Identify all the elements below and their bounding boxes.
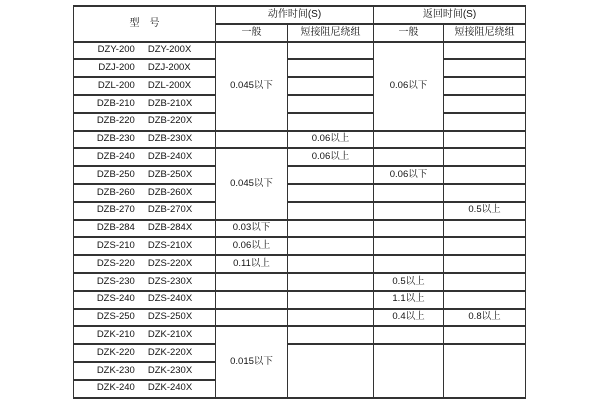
cell-return-general xyxy=(374,131,444,149)
model-code: DZL-200X xyxy=(147,79,192,91)
cell-action-general xyxy=(216,273,288,291)
model-code: DZK-210 xyxy=(96,329,135,341)
model-code: DZS-250 xyxy=(96,311,135,323)
cell-action-short xyxy=(288,255,374,273)
cell-return-short xyxy=(444,59,526,77)
cell-return-general xyxy=(374,148,444,166)
model-code: DZS-250X xyxy=(147,311,193,323)
cell-return-general: 0.5以上 xyxy=(374,273,444,291)
table-row xyxy=(74,255,526,273)
cell-model xyxy=(74,166,216,184)
cell-return-short xyxy=(444,113,526,131)
model-code: DZK-210X xyxy=(147,329,193,341)
header-action-general: 一般 xyxy=(216,24,288,42)
model-code: DZB-220 xyxy=(96,115,135,127)
table-row xyxy=(74,309,526,327)
model-code: DZB-240X xyxy=(147,151,193,163)
cell-model xyxy=(74,202,216,220)
cell-model xyxy=(74,380,216,398)
table-row xyxy=(74,202,526,220)
cell-action-short xyxy=(288,291,374,309)
table-row xyxy=(74,184,526,202)
cell-action-general: 0.03以下 xyxy=(216,220,288,238)
model-code: DZB-210X xyxy=(147,97,193,109)
table-row xyxy=(74,59,526,77)
cell-return-short xyxy=(444,273,526,291)
cell-action-short xyxy=(288,166,374,184)
cell-return-short: 0.8以上 xyxy=(444,309,526,327)
model-code: DZB-230X xyxy=(147,133,193,145)
spec-table-container xyxy=(73,5,526,399)
cell-model xyxy=(74,59,216,77)
header-return-short-damping: 短接阻尼绕组 xyxy=(444,24,526,42)
cell-return-short xyxy=(444,291,526,309)
cell-action-short xyxy=(288,202,374,220)
cell-model xyxy=(74,184,216,202)
header-return-time: 返回时间(S) xyxy=(374,6,526,24)
cell-return-short xyxy=(444,166,526,184)
cell-return-short xyxy=(444,77,526,95)
model-code: DZB-240 xyxy=(96,151,135,163)
cell-model xyxy=(74,326,216,344)
table-row xyxy=(74,95,526,113)
cell-return-short xyxy=(444,344,526,397)
cell-action-short xyxy=(288,326,374,344)
cell-action-short: 0.06以上 xyxy=(288,131,374,149)
cell-model xyxy=(74,291,216,309)
cell-action-short xyxy=(288,77,374,95)
table-row xyxy=(74,42,526,60)
table-row xyxy=(74,220,526,238)
model-code: DZB-220X xyxy=(147,115,193,127)
cell-return-general: 1.1以上 xyxy=(374,291,444,309)
model-code: DZK-220 xyxy=(96,346,135,358)
model-code: DZB-260 xyxy=(96,186,135,198)
cell-return-general xyxy=(374,220,444,238)
model-code: DZY-200X xyxy=(147,44,192,56)
model-code: DZB-270 xyxy=(96,204,135,216)
cell-return-general: 0.06以下 xyxy=(374,166,444,184)
model-code: DZS-230 xyxy=(96,275,135,287)
cell-return-general: 0.4以上 xyxy=(374,309,444,327)
cell-model xyxy=(74,362,216,380)
table-row xyxy=(74,273,526,291)
header-action-short-damping: 短接阻尼绕组 xyxy=(288,24,374,42)
model-code: DZB-260X xyxy=(147,186,193,198)
model-code: DZS-240 xyxy=(96,293,135,305)
cell-action-short xyxy=(288,273,374,291)
cell-model xyxy=(74,95,216,113)
model-code: DZY-200 xyxy=(97,44,135,56)
model-code: DZB-230 xyxy=(96,133,135,145)
cell-action-short xyxy=(288,309,374,327)
cell-return-short xyxy=(444,237,526,255)
table-header xyxy=(74,6,526,42)
cell-model xyxy=(74,344,216,362)
model-code: DZK-240 xyxy=(96,382,135,394)
cell-return-short xyxy=(444,95,526,113)
model-code: DZB-284X xyxy=(147,222,193,234)
header-model: 型 号 xyxy=(74,6,216,42)
cell-return-general xyxy=(374,237,444,255)
table-row xyxy=(74,113,526,131)
model-code: DZS-220 xyxy=(96,257,135,269)
model-code: DZK-230 xyxy=(96,364,135,376)
table-row xyxy=(74,166,526,184)
table-row xyxy=(74,148,526,166)
model-code: DZB-270X xyxy=(147,204,193,216)
cell-return-general xyxy=(374,255,444,273)
table-body xyxy=(74,42,526,398)
model-code: DZS-210 xyxy=(96,240,135,252)
cell-action-short xyxy=(288,113,374,131)
cell-model xyxy=(74,131,216,149)
cell-return-short xyxy=(444,220,526,238)
cell-action-general xyxy=(216,291,288,309)
cell-return-general xyxy=(374,202,444,220)
cell-action-short xyxy=(288,59,374,77)
cell-action-general: 0.045以下 xyxy=(216,148,288,219)
model-code: DZK-240X xyxy=(147,382,193,394)
header-row-groups xyxy=(74,6,526,24)
model-code: DZB-250 xyxy=(96,168,135,180)
table-row xyxy=(74,291,526,309)
header-return-general: 一般 xyxy=(374,24,444,42)
cell-action-short xyxy=(288,237,374,255)
cell-model xyxy=(74,255,216,273)
model-code: DZL-200 xyxy=(97,79,135,91)
table-row xyxy=(74,237,526,255)
cell-return-general xyxy=(374,344,444,397)
cell-action-short xyxy=(288,344,374,397)
model-code: DZB-250X xyxy=(147,168,193,180)
model-code: DZS-240X xyxy=(147,293,193,305)
model-code: DZS-220X xyxy=(147,257,193,269)
table-row xyxy=(74,344,526,362)
cell-model xyxy=(74,77,216,95)
cell-return-general: 0.06以下 xyxy=(374,42,444,131)
cell-action-general: 0.06以上 xyxy=(216,237,288,255)
cell-model xyxy=(74,113,216,131)
model-code: DZJ-200 xyxy=(98,62,135,74)
model-code: DZS-210X xyxy=(147,240,193,252)
table-row xyxy=(74,77,526,95)
cell-action-general xyxy=(216,309,288,327)
cell-action-general: 0.11以上 xyxy=(216,255,288,273)
model-code: DZS-230X xyxy=(147,275,193,287)
cell-return-general xyxy=(374,184,444,202)
cell-action-short xyxy=(288,95,374,113)
cell-action-general xyxy=(216,131,288,149)
table-row xyxy=(74,326,526,344)
cell-return-general xyxy=(374,326,444,344)
cell-return-short: 0.5以上 xyxy=(444,202,526,220)
cell-action-short xyxy=(288,42,374,60)
cell-model xyxy=(74,148,216,166)
cell-action-general: 0.015以下 xyxy=(216,326,288,397)
cell-return-short xyxy=(444,255,526,273)
model-code: DZJ-200X xyxy=(147,62,191,74)
cell-model xyxy=(74,42,216,60)
cell-return-short xyxy=(444,148,526,166)
header-action-time: 动作时间(S) xyxy=(216,6,374,24)
relay-timing-spec-table xyxy=(73,5,526,399)
model-code: DZB-284 xyxy=(96,222,135,234)
cell-model xyxy=(74,220,216,238)
cell-action-general: 0.045以下 xyxy=(216,42,288,131)
table-row xyxy=(74,131,526,149)
cell-return-short xyxy=(444,184,526,202)
cell-model xyxy=(74,273,216,291)
model-code: DZK-230X xyxy=(147,364,193,376)
cell-action-short: 0.06以上 xyxy=(288,148,374,166)
model-code: DZB-210 xyxy=(96,97,135,109)
cell-action-short xyxy=(288,220,374,238)
cell-model xyxy=(74,237,216,255)
cell-return-short xyxy=(444,42,526,60)
cell-return-short xyxy=(444,131,526,149)
cell-action-short xyxy=(288,184,374,202)
cell-model xyxy=(74,309,216,327)
model-code: DZK-220X xyxy=(147,346,193,358)
cell-return-short xyxy=(444,326,526,344)
